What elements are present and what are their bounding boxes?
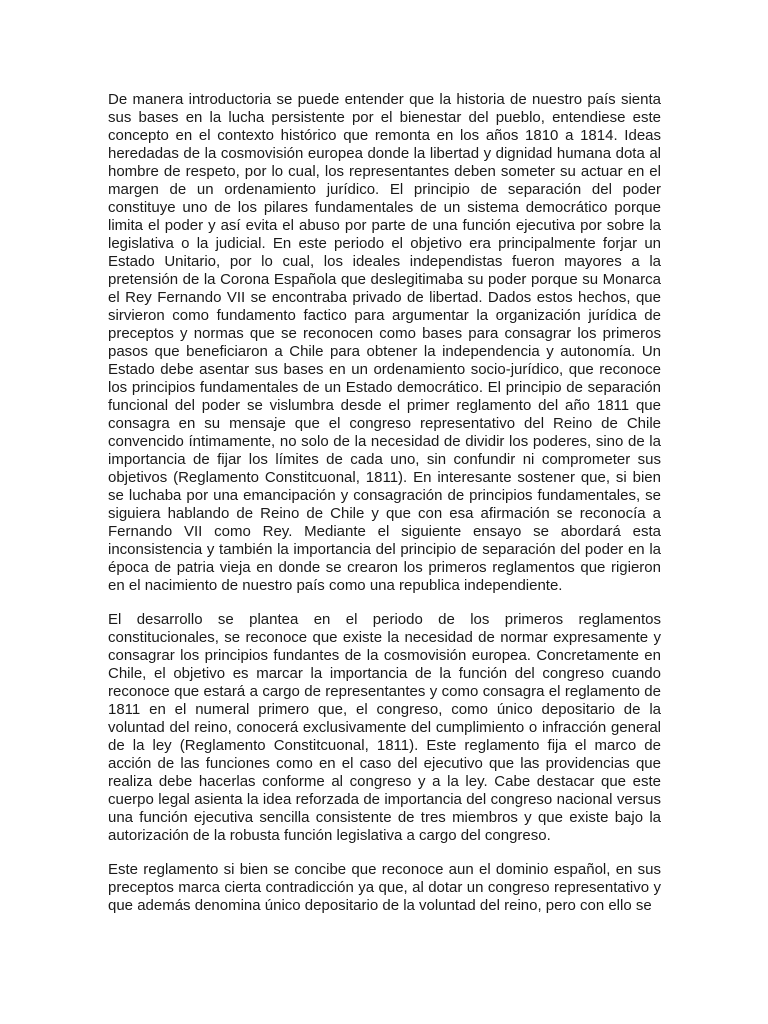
paragraph-continuation: Este reglamento si bien se concibe que reconoce aun el dominio español, en sus preceptos marca cierta contradicción ya que, al dotar un congreso representativo y que además denomina único depositario de la voluntad del reino, pero con ello se (108, 861, 661, 914)
paragraph-development: El desarrollo se plantea en el periodo de los primeros reglamentos constitucionales, se reconoce que existe la necesidad de normar expresamente y consagrar los principios fundantes de la cosmovisión europea. Concretamente en Chile, el objetivo es marcar la importancia de la función del congreso cuando reconoce que estará a cargo de representantes y como consagra el reglamento de 1811 en el numeral primero que, el congreso, como único depositario de la voluntad del reino, conocerá exclusivamente del cumplimiento o infracción general de la ley (Reglamento Constitcuonal, 1811). Este reglamento fija el marco de acción de las funciones como en el caso del ejecutivo que las providencias que realiza debe hacerlas conforme al congreso y a la ley. Cabe destacar que este cuerpo legal asienta la idea reforzada de importancia del congreso nacional versus una función ejecutiva sencilla consistente de tres miembros y que existe bajo la autorización de la robusta función legislativa a cargo del congreso. (108, 611, 661, 844)
paragraph-introduction: De manera introductoria se puede entender que la historia de nuestro país sienta sus bases en la lucha persistente por el bienestar del pueblo, entendiese este concepto en el contexto histórico que remonta en los años 1810 a 1814. Ideas heredadas de la cosmovisión europea donde la libertad y dignidad humana dota al hombre de respeto, por lo cual, los representantes deben someter su actuar en el margen de un ordenamiento jurídico. El principio de separación del poder constituye uno de los pilares fundamentales de un sistema democrático porque limita el poder y así evita el abuso por parte de una función ejecutiva por sobre la legislativa o la judicial. En este periodo el objetivo era principalmente forjar un Estado Unitario, por lo cual, los ideales independistas fueron mayores a la pretensión de la Corona Española que deslegitimaba su poder porque su Monarca el Rey Fernando VII se encontraba privado de libertad. Dados estos hechos, que sirvieron como fundamento factico para argumentar la organización jurídica de preceptos y normas que se reconocen como bases para consagrar los primeros pasos que beneficiaron a Chile para obtener la independencia y autonomía. Un Estado debe asentar sus bases en un ordenamiento socio-jurídico, que reconoce los principios fundamentales de un Estado democrático. El principio de separación funcional del poder se vislumbra desde el primer reglamento del año 1811 que consagra en su mensaje que el congreso representativo del Reino de Chile convencido íntimamente, no solo de la necesidad de dividir los poderes, sino de la importancia de fijar los límites de cada uno, sin confundir ni comprometer sus objetivos (Reglamento Constitcuonal, 1811). En interesante sostener que, si bien se luchaba por una emancipación y consagración de principios fundamentales, se siguiera hablando de Reino de Chile y que con esa afirmación se reconocía a Fernando VII como Rey. Mediante el siguiente ensayo se abordará esta inconsistencia y también la importancia del principio de separación del poder en la época de patria vieja en donde se crearon los primeros reglamentos que rigieron en el nacimiento de nuestro país como una republica independiente. (108, 91, 661, 594)
document-body (108, 91, 661, 931)
